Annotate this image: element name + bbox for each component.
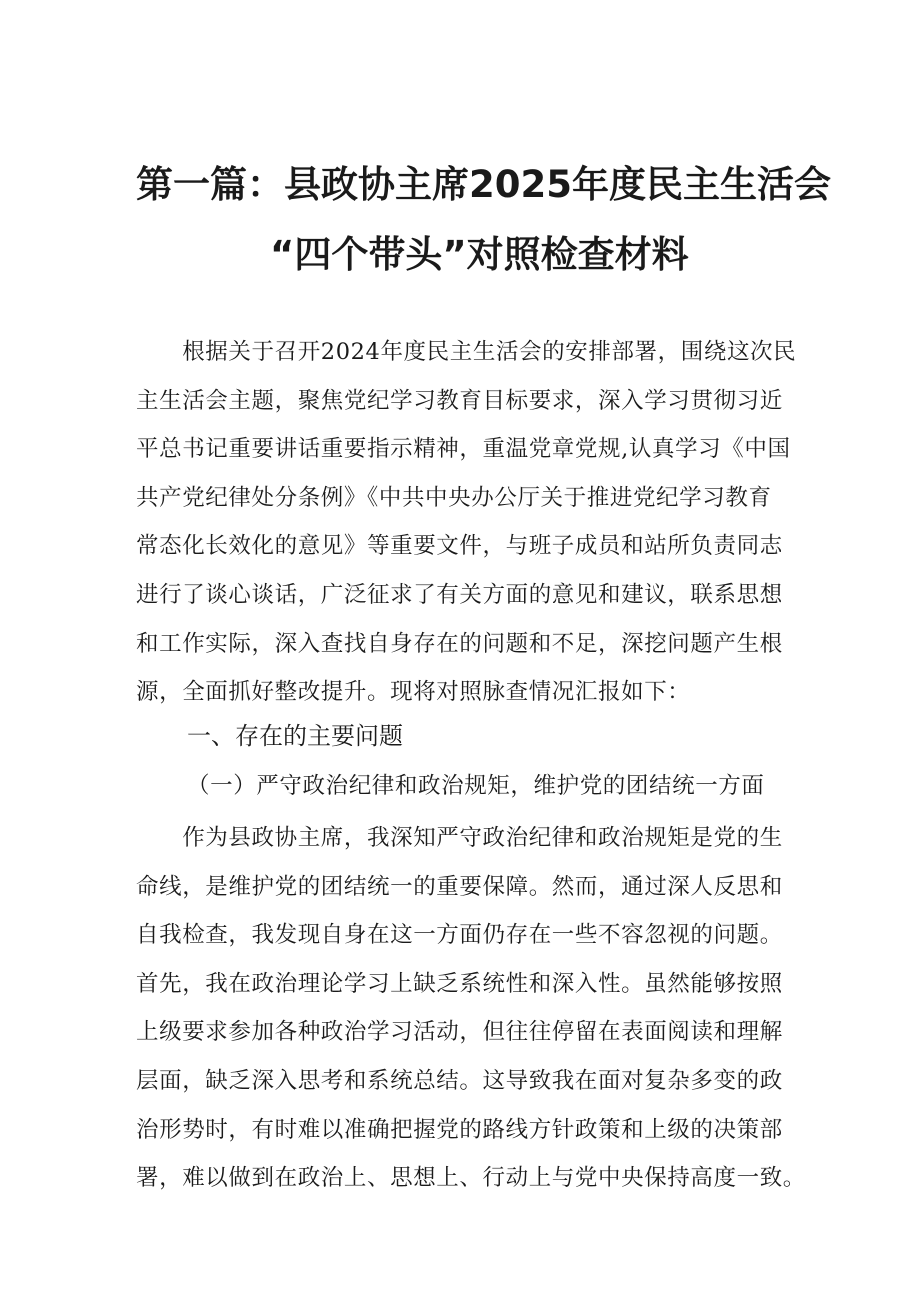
paragraph-line: 源，全面抓好整改提升。现将对照脉查情况汇报如下： xyxy=(136,679,691,706)
paragraph-line: 作为县政协主席，我深知严守政治纪律和政治规矩是党的生 xyxy=(136,825,783,851)
paragraph-line: 署，难以做到在政治上、思想上、行动上与党中央保持高度一致。 xyxy=(136,1165,806,1192)
paragraph-line: 常态化长效化的意见》等重要文件，与班子成员和站所负责同志 xyxy=(136,533,783,560)
paragraph-line: 命线，是维护党的团结统一的重要保障。然而，通过深人反思和 xyxy=(136,873,783,900)
paragraph-line: 根据关于召开2024年度民主生活会的安排部署，围绕这次民 xyxy=(136,339,797,365)
paragraph-line: 平总书记重要讲话重要指示精神，重温党章党规,认真学习《中国 xyxy=(136,436,791,463)
paragraph-line: 自我检查，我发现自身在这一方面仍存在一些不容忽视的问题。 xyxy=(136,922,783,949)
paragraph-line: 进行了谈心谈话，广泛征求了有关方面的意见和建议，联系思想 xyxy=(136,581,783,608)
paragraph-line: 共产党纪律处分条例》《中共中央办公厅关于推进党纪学习教育 xyxy=(136,484,772,511)
document-title-line-1: 第一篇：县政协主席2025年度民主生活会 xyxy=(136,163,831,206)
section-heading: 一、存在的主要问题 xyxy=(187,722,403,750)
body-paragraph xyxy=(136,814,806,1203)
document-title-line-2: “四个带头”对照检查材料 xyxy=(270,233,689,276)
paragraph-line: 主生活会主题，聚焦党纪学习教育目标要求，深入学习贯彻习近 xyxy=(136,387,783,414)
paragraph-line: 和工作实际，深入查找自身存在的问题和不足，深挖问题产生根 xyxy=(136,630,783,657)
intro-paragraph xyxy=(136,328,796,717)
paragraph-line: 层面，缺乏深入思考和系统总结。这导致我在面对复杂多变的政 xyxy=(136,1067,783,1094)
paragraph-line: 上级要求参加各种政治学习活动，但往往停留在表面阅读和理解 xyxy=(136,1019,783,1046)
paragraph-line: 首先，我在政治理论学习上缺乏系统性和深入性。虽然能够按照 xyxy=(136,970,783,997)
paragraph-line: 治形势时，有时难以准确把握党的路线方针政策和上级的决策部 xyxy=(136,1116,783,1143)
subsection-heading: （一）严守政治纪律和政治规矩，维护党的团结统一方面 xyxy=(187,773,765,799)
